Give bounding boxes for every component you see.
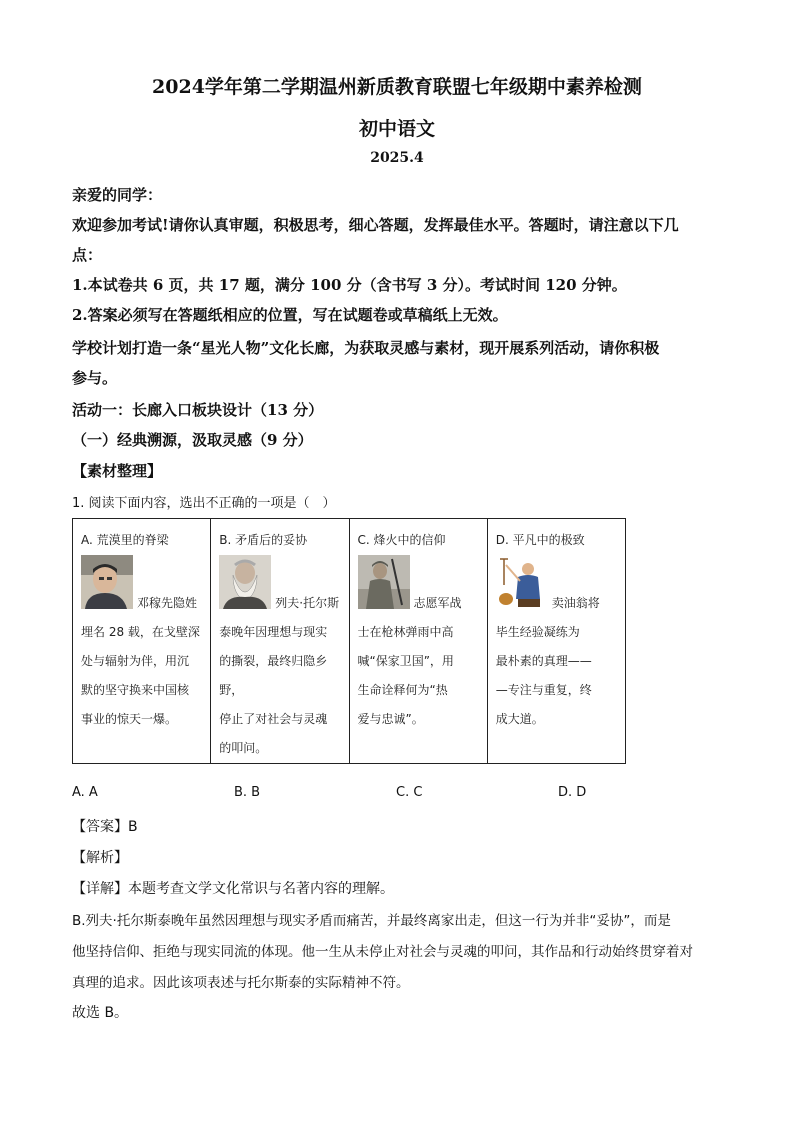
option-b-line-2: 泰晚年因理想与现实 [219, 625, 328, 639]
portrait-tolstoy [219, 555, 271, 609]
option-a-line-3: 处与辐射为伴，用沉 [81, 654, 190, 668]
option-a-line-1: 邓稼先隐姓 [137, 596, 198, 610]
option-cell-a [73, 519, 211, 764]
option-a-heading: A. 荒漠里的脊梁 [81, 533, 169, 547]
choice-c[interactable]: C. C [396, 785, 423, 800]
option-cell-c [349, 519, 487, 764]
subsection-heading: 【素材整理】 [72, 462, 163, 480]
activity-heading: 活动一：长廊入口板块设计（13 分） [72, 401, 324, 419]
option-d-line-2: 毕生经验凝练为 [495, 625, 580, 639]
explanation-line-3: 真理的追求。因此该项表述与托尔斯泰的实际精神不符。 [72, 975, 410, 991]
option-d-line-1: 卖油翁将 [551, 596, 600, 610]
option-cell-d [487, 519, 625, 764]
option-b-line-3: 的撕裂，最终归隐乡野， [219, 654, 328, 697]
answer-choices [72, 785, 632, 805]
subject-title: 初中语文 [358, 118, 435, 140]
option-c-line-2: 士在枪林弹雨中高 [357, 625, 454, 639]
option-c-line-1: 志愿军战 [413, 596, 462, 610]
note-2: 2.答案必须写在答题纸相应的位置，写在试题卷或草稿纸上无效。 [72, 306, 508, 324]
choice-d[interactable]: D. D [558, 785, 587, 800]
option-a-line-5: 事业的惊天一爆。 [81, 712, 178, 726]
option-b-line-5: 的叩问。 [219, 741, 268, 755]
option-a-line-2: 埋名 28 载，在戈壁深 [81, 625, 200, 639]
context-line-1: 学校计划打造一条“星光人物”文化长廊，为获取灵感与素材，现开展系列活动，请你积极 [72, 339, 660, 357]
detail-line: 【详解】本题考查文学文化常识与名著内容的理解。 [72, 881, 394, 897]
question-stem: 1. 阅读下面内容，选出不正确的一项是（ ） [72, 496, 336, 511]
intro-line-2: 点： [72, 246, 103, 264]
context-line-2: 参与。 [72, 369, 118, 387]
option-c-line-5: 爱与忠诚”。 [357, 712, 424, 726]
analysis-label: 【解析】 [72, 850, 128, 866]
option-d-line-4: —专注与重复，终 [495, 683, 592, 697]
answer-label: 【答案】B [72, 819, 138, 835]
option-b-line-4: 停止了对社会与灵魂 [219, 712, 328, 726]
choice-a[interactable]: A. A [72, 785, 98, 800]
option-d-heading: D. 平凡中的极致 [495, 533, 585, 547]
option-b-heading: B. 矛盾后的妥协 [219, 533, 308, 547]
greeting: 亲爱的同学： [72, 186, 163, 204]
choice-b[interactable]: B. B [234, 785, 261, 800]
exam-date: 2025.4 [370, 150, 424, 166]
option-d-line-5: 成大道。 [495, 712, 544, 726]
final-choice: 故选 B。 [72, 1005, 129, 1021]
explanation-line-2: 他坚持信仰、拒绝与现实同流的体现。他一生从未停止对社会与灵魂的叩问，其作品和行动始终贯穿着对 [72, 944, 693, 960]
option-c-heading: C. 烽火中的信仰 [357, 533, 446, 547]
option-a-line-4: 默的坚守换来中国核 [81, 683, 190, 697]
option-d-line-3: 最朴素的真理—— [495, 654, 592, 668]
options-table [72, 518, 626, 764]
option-c-line-3: 喊“保家卫国”，用 [357, 654, 454, 668]
illustration-oil-seller [496, 555, 548, 609]
exam-title: 2024学年第二学期温州新质教育联盟七年级期中素养检测 [152, 76, 642, 98]
option-b-line-1: 列夫·托尔斯 [275, 596, 340, 610]
explanation-line-1: B.列夫·托尔斯泰晚年虽然因理想与现实矛盾而痛苦，并最终离家出走，但这一行为并非“妥协”，而是 [72, 913, 671, 929]
portrait-deng-jiaxian [81, 555, 133, 609]
intro-line-1: 欢迎参加考试!请你认真审题，积极思考，细心答题，发挥最佳水平。答题时，请注意以下几 [72, 216, 679, 234]
photo-volunteer-soldier [358, 555, 410, 609]
section-heading: （一）经典溯源，汲取灵感（9 分） [72, 431, 313, 449]
option-c-line-4: 生命诠释何为“热 [357, 683, 448, 697]
option-cell-b [211, 519, 349, 764]
note-1: 1.本试卷共 6 页，共 17 题，满分 100 分（含书写 3 分）。考试时间 120 分钟。 [72, 276, 627, 294]
